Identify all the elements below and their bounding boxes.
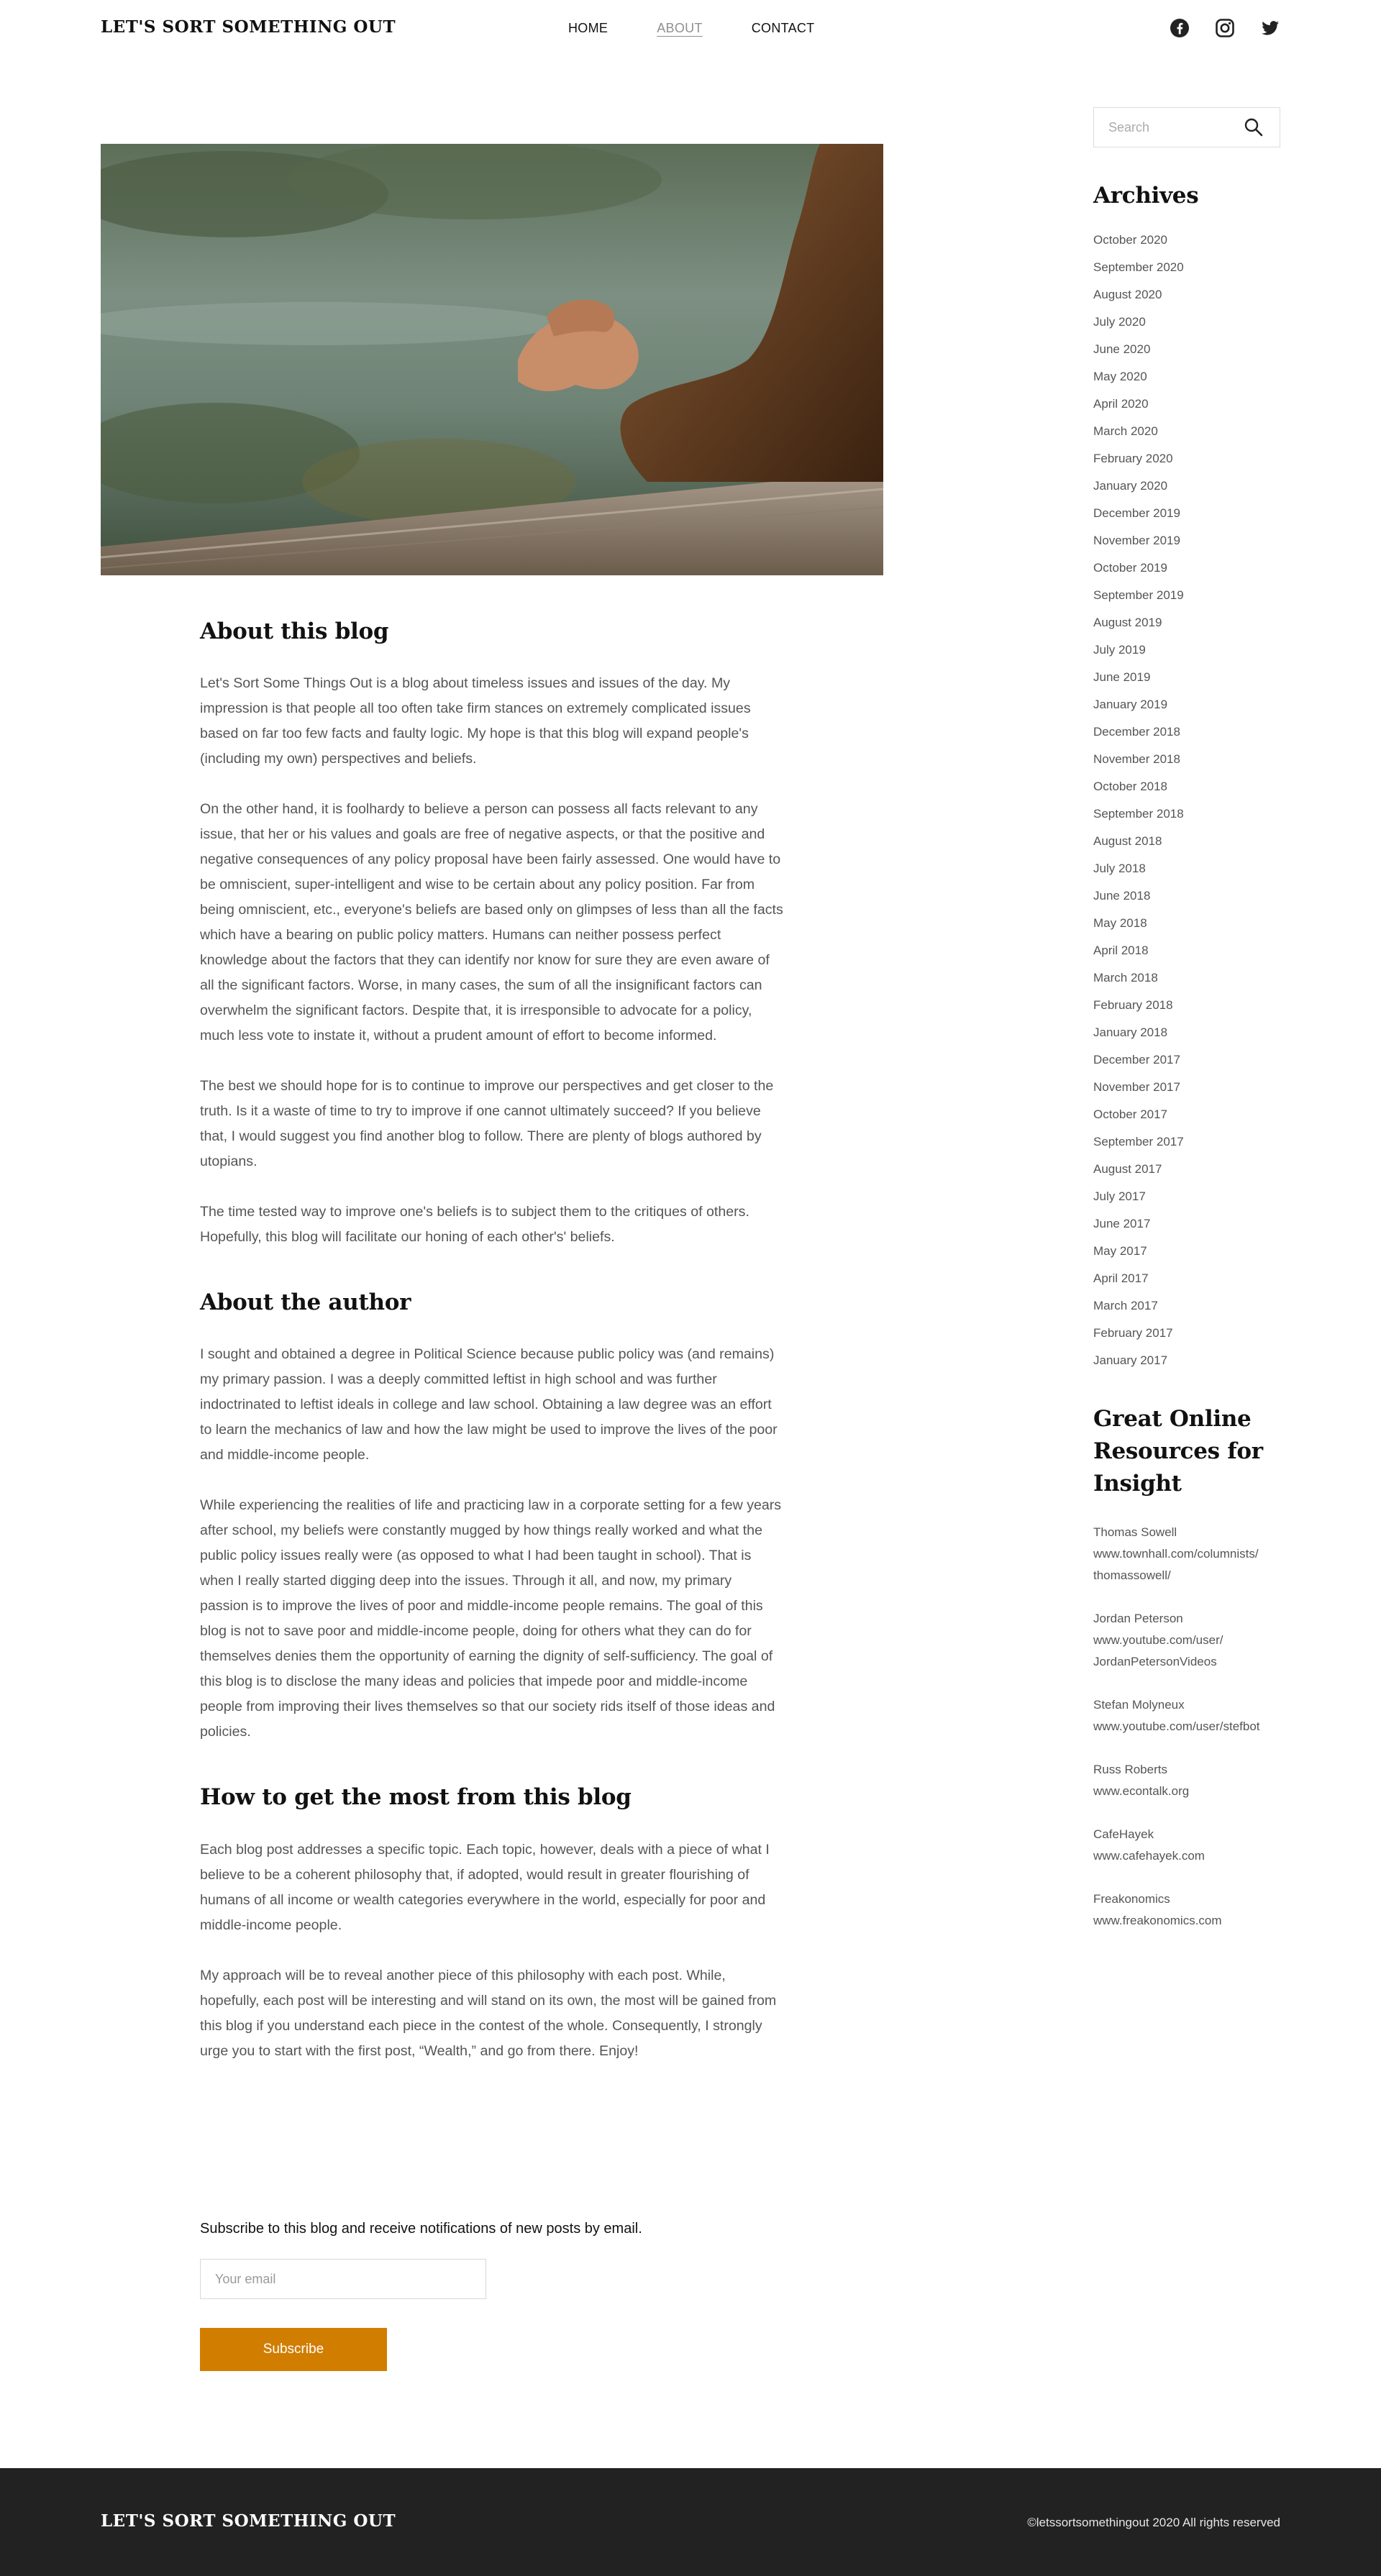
archive-link[interactable]: November 2018 [1093, 752, 1180, 766]
resource-url[interactable]: www.youtube.com/user/ [1093, 1633, 1223, 1647]
archive-link[interactable]: July 2019 [1093, 643, 1146, 657]
archive-link[interactable]: May 2017 [1093, 1244, 1147, 1258]
resource-url[interactable]: www.freakonomics.com [1093, 1914, 1222, 1927]
resources-title-line: Insight [1093, 1471, 1182, 1497]
resource-item [1093, 1608, 1280, 1673]
archive-link[interactable]: April 2020 [1093, 397, 1149, 411]
archive-link[interactable]: May 2018 [1093, 916, 1147, 930]
archive-link[interactable]: June 2018 [1093, 889, 1151, 903]
social-links [1170, 18, 1280, 38]
resource-item [1093, 1694, 1280, 1737]
archives-title: Archives [1093, 183, 1199, 209]
about-author-paragraph: While experiencing the realities of life and practicing law in a corporate setting for a few years after school, my beliefs were constantly mugged by how things really worked and what the public policy issues really were (as opposed to what I had been taught in school). That is when I really started digging deep into the issues. Through it all, and now, my primary passion is to improve the lives of poor and middle-income people remains. The goal of this blog is not to save poor and middle-income people, doing for others what they can do for themselves denies them the opportunity of earning the dignity of self-sufficiency. The goal of this blog is to disclose the many ideas and policies that impede poor and middle-income people from improving their lives themselves so that our society rids itself of those ideas and policies. [200, 1497, 782, 1740]
resource-item [1093, 1888, 1280, 1932]
archive-link[interactable]: August 2019 [1093, 616, 1162, 629]
resource-list [1093, 1522, 1280, 1932]
resource-url[interactable]: www.youtube.com/user/stefbot [1093, 1719, 1260, 1733]
nav-home[interactable]: HOME [568, 21, 609, 35]
resource-name: Freakonomics [1093, 1892, 1170, 1906]
archive-link[interactable]: August 2020 [1093, 288, 1162, 301]
main-content [200, 618, 784, 2089]
archive-link[interactable]: June 2019 [1093, 670, 1151, 684]
archive-link[interactable]: March 2020 [1093, 424, 1158, 438]
archive-link[interactable]: January 2019 [1093, 698, 1168, 711]
archive-link[interactable]: October 2017 [1093, 1107, 1168, 1121]
resource-name: Jordan Peterson [1093, 1612, 1183, 1625]
footer-brand[interactable]: LET'S SORT SOMETHING OUT [101, 2511, 396, 2531]
about-blog-heading: About this blog [200, 618, 389, 644]
resource-name: Russ Roberts [1093, 1763, 1167, 1776]
about-blog-paragraph: On the other hand, it is foolhardy to believe a person can possess all facts relevant to any issue, that her or his values and goals are free of negative aspects, or that the positive and negative consequences of any policy proposal have been fairly assessed. One would have to be omniscient, super-intelligent and wise to be certain about any policy position. Far from being omniscient, etc., everyone's beliefs are based only on glimpses of less than all the facts which have a bearing on public policy matters. Humans can neither possess perfect knowledge about the factors that they can identify nor know for sure they are even aware of all the significant factors. Worse, in many cases, the sum of all the insignificant factors can overwhelm the significant factors. Despite that, it is irresponsible to advocate for a policy, much less vote to instate it, without a prudent amount of effort to become informed. [200, 801, 783, 1044]
main-nav [568, 21, 863, 36]
howto-paragraph: Each blog post addresses a specific topic. Each topic, however, deals with a piece of what I believe to be a coherent philosophy that, if adopted, would result in greater flourishing of humans of all income or wealth categories everywhere in the world, especially for poor and middle-income people. [200, 1841, 770, 1933]
sidebar [1093, 107, 1280, 1953]
archive-link[interactable]: February 2017 [1093, 1326, 1173, 1340]
archive-link[interactable]: February 2018 [1093, 998, 1173, 1012]
archive-link[interactable]: August 2017 [1093, 1162, 1162, 1176]
facebook-icon[interactable] [1170, 18, 1190, 38]
howto-heading: How to get the most from this blog [200, 1784, 632, 1811]
archive-link[interactable]: July 2020 [1093, 315, 1146, 329]
archive-link[interactable]: March 2018 [1093, 971, 1158, 985]
resource-item [1093, 1759, 1280, 1802]
archive-link[interactable]: September 2018 [1093, 807, 1184, 821]
site-footer [0, 2468, 1381, 2576]
resource-url[interactable]: thomassowell/ [1093, 1568, 1171, 1582]
about-author-heading: About the author [200, 1289, 411, 1316]
archive-link[interactable]: May 2020 [1093, 370, 1147, 383]
resource-item [1093, 1522, 1280, 1586]
archive-link[interactable]: June 2017 [1093, 1217, 1151, 1230]
site-header [0, 0, 1381, 58]
resource-name: Thomas Sowell [1093, 1525, 1177, 1539]
archive-link[interactable]: April 2018 [1093, 944, 1149, 957]
about-blog-paragraph: The best we should hope for is to continue to improve our perspectives and get closer to the truth. Is it a waste of time to try to improve if one cannot ultimately succeed? If you believe that, I would suggest you find another blog to follow. There are plenty of blogs authored by utopians. [200, 1078, 774, 1170]
search-box [1093, 107, 1280, 147]
resource-url[interactable]: JordanPetersonVideos [1093, 1655, 1217, 1668]
instagram-icon[interactable] [1215, 18, 1235, 38]
archive-link[interactable]: January 2020 [1093, 479, 1168, 493]
resources-title-line: Great Online [1093, 1406, 1252, 1432]
archive-link[interactable]: November 2019 [1093, 534, 1180, 547]
archive-link[interactable]: December 2018 [1093, 725, 1180, 739]
subscribe-button[interactable]: Subscribe [200, 2328, 387, 2371]
archive-link[interactable]: September 2019 [1093, 588, 1184, 602]
subscribe-section [200, 2221, 784, 2371]
archive-link[interactable]: August 2018 [1093, 834, 1162, 848]
archive-link[interactable]: October 2018 [1093, 780, 1168, 793]
search-input[interactable] [1094, 108, 1238, 147]
resources-title-line: Resources for [1093, 1438, 1263, 1464]
hands-on-railing-photo [101, 144, 883, 575]
archive-link[interactable]: October 2020 [1093, 233, 1168, 247]
archive-link[interactable]: December 2017 [1093, 1053, 1180, 1067]
archive-link[interactable]: January 2017 [1093, 1353, 1168, 1367]
about-blog-paragraph: Let's Sort Some Things Out is a blog about timeless issues and issues of the day. My impression is that people all too often take firm stances on extremely complicated issues based on far too few facts and faulty logic. My hope is that this blog will expand people's (including my own) perspectives and beliefs. [200, 675, 751, 767]
archive-link[interactable]: November 2017 [1093, 1080, 1180, 1094]
email-field[interactable] [200, 2259, 486, 2299]
resource-url[interactable]: www.econtalk.org [1093, 1784, 1190, 1798]
resources-title [1093, 1403, 1280, 1500]
resource-name: CafeHayek [1093, 1827, 1154, 1841]
twitter-icon[interactable] [1260, 18, 1280, 38]
site-brand[interactable]: LET'S SORT SOMETHING OUT [101, 17, 396, 37]
subscribe-lead: Subscribe to this blog and receive notifications of new posts by email. [200, 2221, 642, 2237]
resource-item [1093, 1824, 1280, 1867]
archive-link[interactable]: September 2020 [1093, 260, 1184, 274]
archive-link[interactable]: April 2017 [1093, 1271, 1149, 1285]
search-icon[interactable] [1244, 117, 1264, 137]
archive-link[interactable]: January 2018 [1093, 1026, 1168, 1039]
nav-contact[interactable]: CONTACT [751, 21, 815, 35]
archive-list [1093, 227, 1280, 1374]
about-author-paragraph: I sought and obtained a degree in Political Science because public policy was (and remains) my primary passion. I was a deeply committed leftist in high school and was further indoctrinated to leftist ideals in college and law school. Obtaining a law degree was an effort to learn the mechanics of law and how the law might be used to improve the lives of the poor and middle-income people. [200, 1346, 778, 1463]
about-blog-paragraph: The time tested way to improve one's beliefs is to subject them to the critiques of others. Hopefully, this blog will facilitate our honing of each other's' beliefs. [200, 1204, 749, 1246]
archive-link[interactable]: June 2020 [1093, 342, 1151, 356]
footer-copyright: ©letssortsomethingout 2020 All rights reserved [1027, 2516, 1280, 2529]
archive-link[interactable]: February 2020 [1093, 452, 1173, 465]
hero-image [101, 144, 883, 575]
howto-paragraph: My approach will be to reveal another piece of this philosophy with each post. While, hopefully, each post will be interesting and will stand on its own, the most will be gained from this blog if you understand each piece in the contest of the whole. Consequently, I strongly urge you to start with the first post, “Wealth,” and go from there. Enjoy! [200, 1967, 777, 2059]
archive-link[interactable]: September 2017 [1093, 1135, 1184, 1148]
archive-link[interactable]: October 2019 [1093, 561, 1168, 575]
resource-name: Stefan Molyneux [1093, 1698, 1185, 1712]
nav-about[interactable]: ABOUT [657, 21, 703, 35]
archive-link[interactable]: July 2017 [1093, 1189, 1146, 1203]
archive-link[interactable]: July 2018 [1093, 862, 1146, 875]
resource-url[interactable]: www.townhall.com/columnists/ [1093, 1547, 1259, 1561]
archive-link[interactable]: March 2017 [1093, 1299, 1158, 1312]
archive-link[interactable]: December 2019 [1093, 506, 1180, 520]
resource-url[interactable]: www.cafehayek.com [1093, 1849, 1205, 1863]
